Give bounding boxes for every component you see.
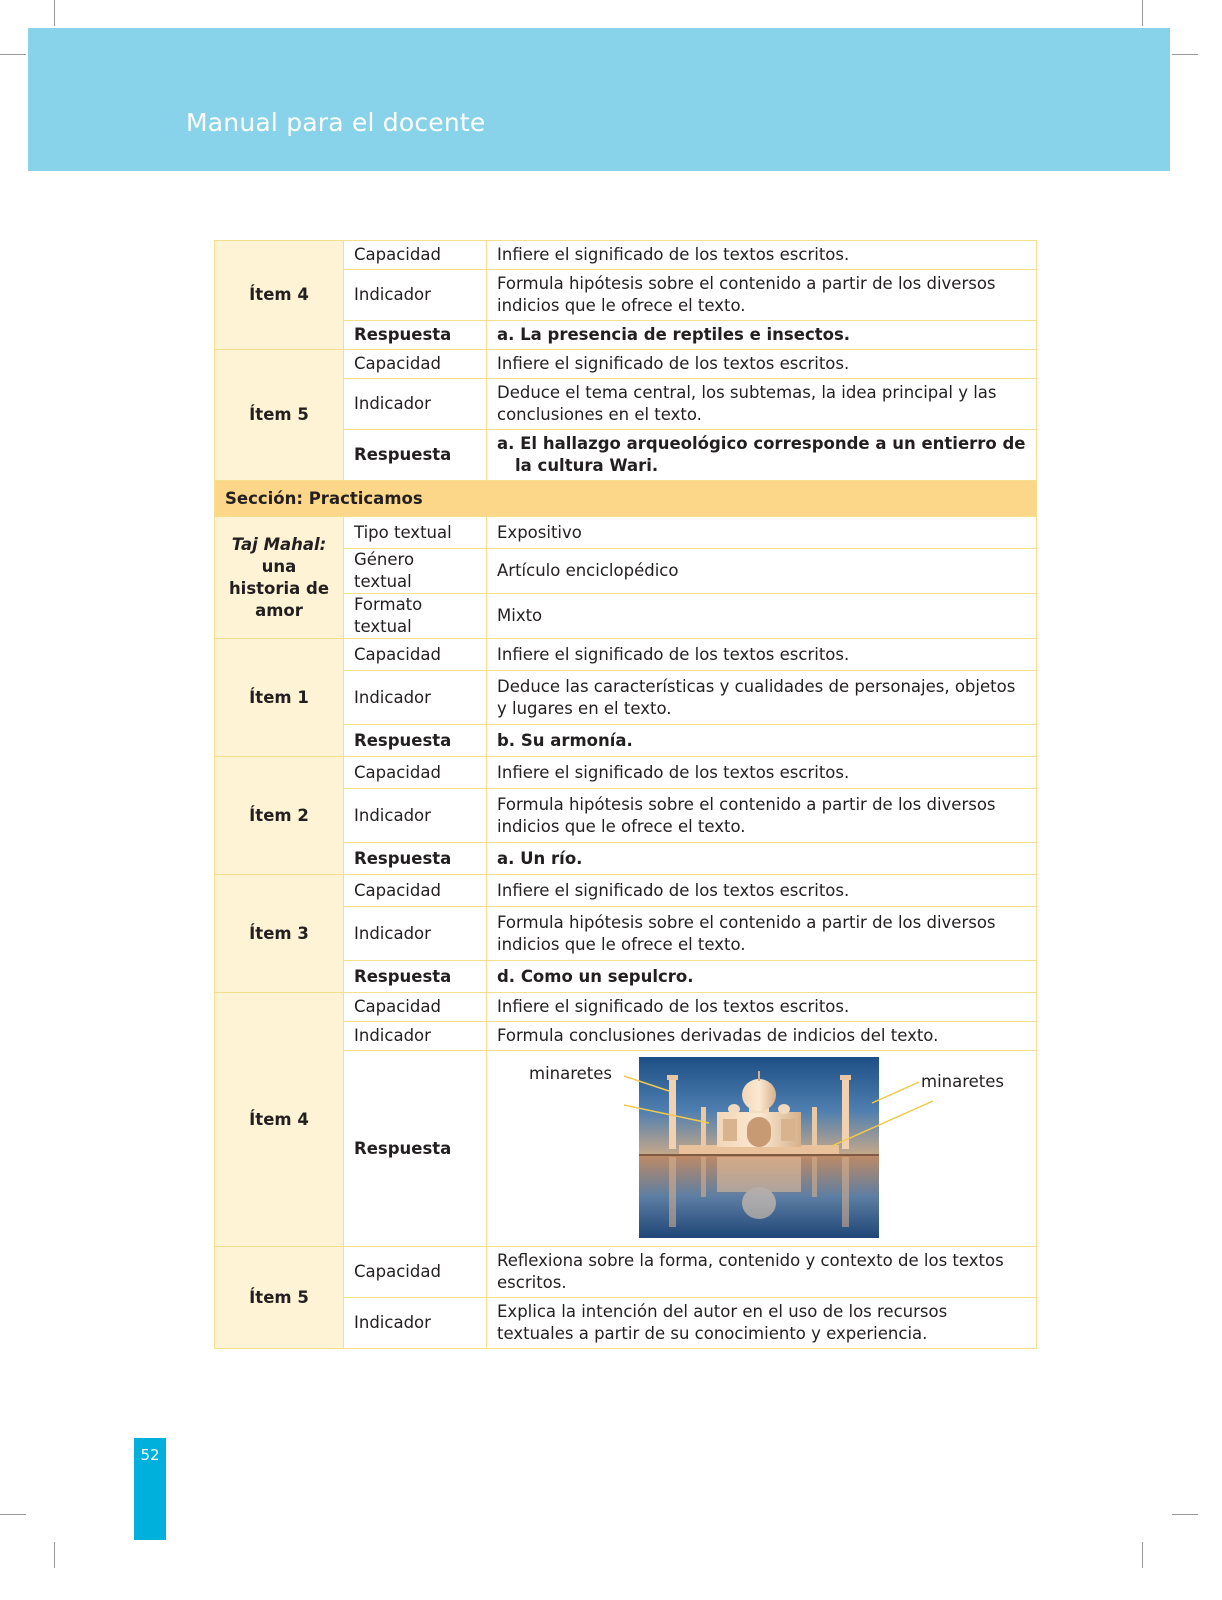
text-title-italic: Taj Mahal:	[231, 534, 327, 554]
row-label: Indicador	[344, 1022, 487, 1051]
item-label: Ítem 1	[215, 639, 344, 757]
item-label: Ítem 3	[215, 875, 344, 993]
crop-mark	[54, 1542, 55, 1568]
row-label: Respuesta	[344, 961, 487, 993]
row-value: Infiere el significado de los textos escritos.	[487, 639, 1037, 671]
row-label: Respuesta	[344, 843, 487, 875]
row-label: Indicador	[344, 671, 487, 725]
row-label: Indicador	[344, 1298, 487, 1349]
row-label: Capacidad	[344, 241, 487, 270]
item-label: Ítem 4	[215, 241, 344, 350]
row-value: Formula hipótesis sobre el contenido a partir de los diversos indicios que le ofrece el texto.	[487, 270, 1037, 321]
page-title: Manual para el docente	[186, 108, 486, 137]
row-label: Género textual	[344, 549, 487, 594]
row-value: Reflexiona sobre la forma, contenido y contexto de los textos escritos.	[487, 1247, 1037, 1298]
text-title-rest: una historia de amor	[228, 556, 330, 620]
item-label: Ítem 2	[215, 757, 344, 875]
page-number-tab	[134, 1438, 166, 1540]
answer-value: a. Un río.	[487, 843, 1037, 875]
row-label: Capacidad	[344, 993, 487, 1022]
row-value: Artículo enciclopédico	[487, 549, 1037, 594]
crop-mark	[0, 54, 26, 55]
header-band	[28, 28, 1170, 171]
crop-mark	[1142, 0, 1143, 26]
crop-mark	[1172, 54, 1198, 55]
item-label: Ítem 4	[215, 993, 344, 1247]
row-value: Infiere el significado de los textos escritos.	[487, 241, 1037, 270]
answer-value: a. El hallazgo arqueológico corresponde a un entierro de la cultura Wari.	[497, 434, 1026, 475]
row-value: Infiere el significado de los textos escritos.	[487, 993, 1037, 1022]
table-row	[215, 993, 1037, 1022]
row-label: Respuesta	[344, 1051, 487, 1247]
row-label: Tipo textual	[344, 517, 487, 549]
crop-mark	[0, 1514, 26, 1515]
callout-lines	[487, 1051, 1037, 1243]
row-value: Infiere el significado de los textos escritos.	[487, 757, 1037, 789]
figure-cell	[487, 1051, 1037, 1247]
crop-mark	[1142, 1542, 1143, 1568]
row-value: Formula conclusiones derivadas de indicios del texto.	[487, 1022, 1037, 1051]
row-value: Mixto	[487, 594, 1037, 639]
row-label: Respuesta	[344, 321, 487, 350]
page-number: 52	[140, 1446, 160, 1464]
answer-key-table	[214, 240, 1037, 1349]
row-value: Deduce el tema central, los subtemas, la idea principal y las conclusiones en el texto.	[487, 379, 1037, 430]
row-label: Capacidad	[344, 350, 487, 379]
row-label: Indicador	[344, 270, 487, 321]
row-label: Indicador	[344, 907, 487, 961]
row-label: Indicador	[344, 789, 487, 843]
row-label: Formato textual	[344, 594, 487, 639]
section-title: Sección: Practicamos	[215, 481, 1037, 517]
row-label: Respuesta	[344, 430, 487, 481]
row-value: Expositivo	[487, 517, 1037, 549]
row-label: Capacidad	[344, 875, 487, 907]
minaret-label-left: minaretes	[529, 1064, 613, 1083]
answer-value: a. La presencia de reptiles e insectos.	[487, 321, 1037, 350]
row-value: Formula hipótesis sobre el contenido a partir de los diversos indicios que le ofrece el texto.	[487, 907, 1037, 961]
table-row	[215, 1247, 1037, 1298]
table-row	[215, 757, 1037, 789]
row-label: Capacidad	[344, 1247, 487, 1298]
row-value: Formula hipótesis sobre el contenido a partir de los diversos indicios que le ofrece el texto.	[487, 789, 1037, 843]
table-row	[215, 875, 1037, 907]
answer-value: d. Como un sepulcro.	[487, 961, 1037, 993]
section-row	[215, 481, 1037, 517]
table-row	[215, 350, 1037, 379]
item-label: Ítem 5	[215, 350, 344, 481]
table-row	[215, 517, 1037, 549]
row-value: Infiere el significado de los textos escritos.	[487, 350, 1037, 379]
item-label: Ítem 5	[215, 1247, 344, 1349]
row-value: Infiere el significado de los textos escritos.	[487, 875, 1037, 907]
answer-value: b. Su armonía.	[487, 725, 1037, 757]
row-label: Capacidad	[344, 757, 487, 789]
row-value: Explica la intención del autor en el uso de los recursos textuales a partir de su conocimiento y experiencia.	[487, 1298, 1037, 1349]
answer-cell	[487, 430, 1037, 481]
row-value: Deduce las características y cualidades de personajes, objetos y lugares en el texto.	[487, 671, 1037, 725]
crop-mark	[1172, 1514, 1198, 1515]
table-row	[215, 241, 1037, 270]
minaret-label-right: minaretes	[921, 1072, 1005, 1091]
crop-mark	[54, 0, 55, 26]
table-row	[215, 639, 1037, 671]
taj-mahal-figure	[487, 1051, 1036, 1243]
row-label: Respuesta	[344, 725, 487, 757]
row-label: Capacidad	[344, 639, 487, 671]
text-title	[215, 517, 344, 639]
row-label: Indicador	[344, 379, 487, 430]
